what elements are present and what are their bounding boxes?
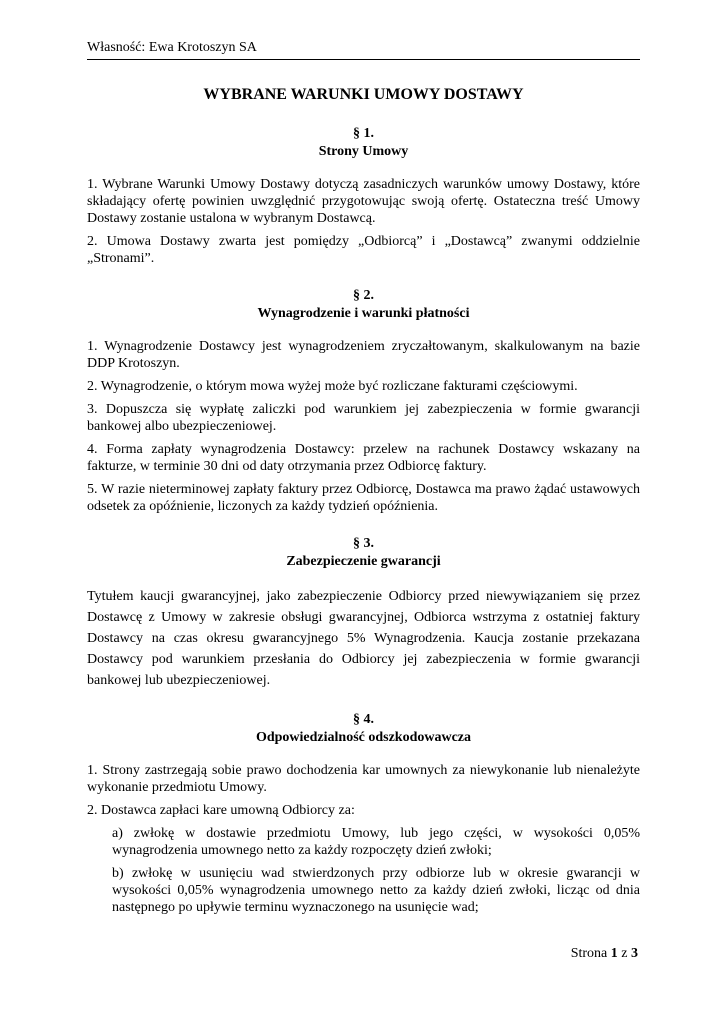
paragraph: 1. Strony zastrzegają sobie prawo dochodzenia kar umownych za niewykonanie lub nienależyte wykonanie przedmiotu Umowy. <box>87 763 640 795</box>
section-number: § 4. <box>353 712 374 727</box>
sub-item: b) zwłokę w usunięciu wad stwierdzonych przy odbiorze lub w okresie gwarancji w wysokości 0,05% wynagrodzenia umownego netto za każdy dzień zwłoki, licząc od dnia następnego po upływie terminu wyznaczonego na usunięcie wad; <box>112 866 640 915</box>
section-title: Odpowiedzialność odszkodowawcza <box>255 730 472 745</box>
paragraph: 2. Umowa Dostawy zwarta jest pomiędzy „Odbiorcą” i „Dostawcą” zwanymi oddzielnie „Stronami”. <box>87 234 640 266</box>
section-title: Strony Umowy <box>318 144 409 159</box>
sub-item: a) zwłokę w dostawie przedmiotu Umowy, lub jego części, w wysokości 0,05% wynagrodzenia umownego netto za każdy rozpoczęty dzień zwłoki; <box>112 826 640 858</box>
paragraph: 1. Wybrane Warunki Umowy Dostawy dotyczą zasadniczych warunków umowy Dostawy, które składający ofertę powinien uwzględnić przygotowując swoją ofertę. Ostateczna treść Umowy Dostawy zostanie ustalona w wybranym Dostawcą. <box>87 177 640 226</box>
owner-label: Własność: Ewa Krotoszyn SA <box>87 40 257 55</box>
page-total: 3 <box>631 946 638 961</box>
section-title: Wynagrodzenie i warunki płatności <box>257 306 470 321</box>
document-body <box>87 86 640 922</box>
document-title: WYBRANE WARUNKI UMOWY DOSTAWY <box>203 86 524 103</box>
page-separator: z <box>621 946 628 961</box>
section-4 <box>87 711 640 916</box>
page-footer <box>571 946 638 962</box>
page-label: Strona <box>570 946 608 961</box>
section-3 <box>87 535 640 691</box>
section-number: § 2. <box>353 288 374 303</box>
section-title: Zabezpieczenie gwarancji <box>286 554 441 569</box>
document-header <box>87 40 640 60</box>
paragraph: 3. Dopuszcza się wypłatę zaliczki pod warunkiem jej zabezpieczenia w formie gwarancji bankowej albo ubezpieczeniowej. <box>87 402 640 434</box>
page-number: 1 <box>610 946 618 961</box>
paragraph: 2. Wynagrodzenie, o którym mowa wyżej może być rozliczane fakturami częściowymi. <box>87 379 578 394</box>
paragraph: 2. Dostawca zapłaci kare umowną Odbiorcy za: <box>87 803 355 818</box>
section-2 <box>87 287 640 515</box>
section-number: § 1. <box>353 126 374 141</box>
paragraph: 5. W razie nieterminowej zapłaty faktury przez Odbiorcę, Dostawca ma prawo żądać ustawowych odsetek za opóźnienie, liczonych za każdy tydzień opóźnienia. <box>87 482 640 514</box>
paragraph: 1. Wynagrodzenie Dostawcy jest wynagrodzeniem zryczałtowanym, skalkulowanym na bazie DDP Krotoszyn. <box>87 339 640 371</box>
section-number: § 3. <box>353 536 374 551</box>
paragraph: 4. Forma zapłaty wynagrodzenia Dostawcy: przelew na rachunek Dostawcy wskazany na fakturze, w terminie 30 dni od daty otrzymania przez Odbiorcę faktury. <box>87 442 640 474</box>
section-1 <box>87 125 640 267</box>
paragraph: Tytułem kaucji gwarancyjnej, jako zabezpieczenie Odbiorcy przed niewywiązaniem się przez Dostawcę z Umowy w zakresie obsługi gwarancyjnej, Odbiorca wstrzyma z ostatniej faktury Dostawcy na czas okresu gwarancyjnego 5% Wynagrodzenia. Kaucja zostanie przekazana Dostawcy pod warunkiem przesłania do Odbiorcy jej zabezpieczenia w formie gwarancji bankowej lub ubezpieczeniowej. <box>87 589 640 688</box>
